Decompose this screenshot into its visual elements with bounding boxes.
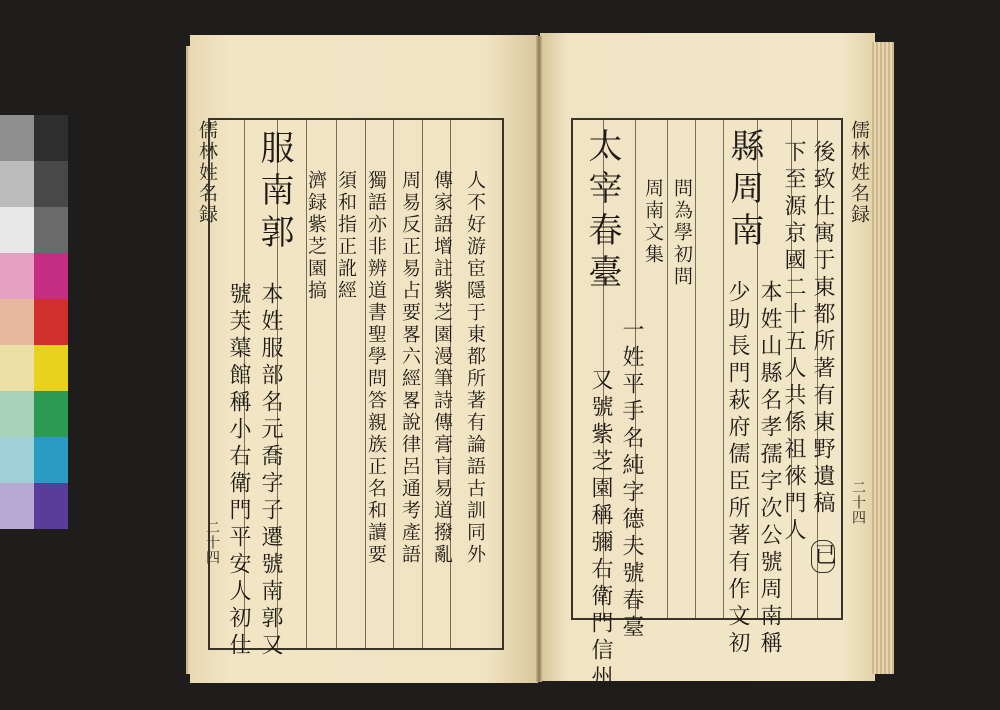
color-swatch <box>0 161 34 207</box>
text-column: 後致仕寓于東都所著有東野遺稿 <box>810 140 835 518</box>
text-column: 人不好游宦隱于東都所著有論語古訓同外 <box>464 170 486 566</box>
color-swatch <box>34 345 68 391</box>
color-swatch <box>0 391 34 437</box>
left-running-header: 儒林姓名録 <box>196 120 218 225</box>
color-swatch <box>34 161 68 207</box>
entry-heading: 縣周南 <box>724 128 764 254</box>
color-swatch <box>34 299 68 345</box>
color-swatch <box>0 437 34 483</box>
right-folio: 二十四 <box>850 480 866 525</box>
text-column: 須和指正訛經 <box>335 170 357 302</box>
entry-heading: 太宰春臺 <box>582 128 622 296</box>
right-running-header: 儒林姓名録 <box>848 120 870 225</box>
color-swatch <box>34 483 68 529</box>
text-column: 一姓平手名純字德夫號春臺 <box>619 318 644 642</box>
text-column: 本姓山縣名孝孺字次公號周南稱 <box>757 280 782 658</box>
text-column: 問為學初問 <box>671 178 693 288</box>
color-swatch <box>34 207 68 253</box>
text-column: 獨語亦非辨道書聖學問答親族正名和讀要 <box>365 170 387 566</box>
text-column: 又號紫芝園稱彌右衛門信州 <box>588 368 613 692</box>
text-column: 濟録紫芝園搞 <box>305 170 327 302</box>
text-column: 周南文集 <box>642 178 664 266</box>
text-column: 少助長門萩府儒臣所著有作文初 <box>725 280 750 658</box>
text-column: 號芙蕖館稱小右衛門平安人初仕 <box>226 282 251 660</box>
color-swatch <box>0 115 34 161</box>
entry-heading: 服南郭 <box>254 130 294 256</box>
color-swatch <box>0 207 34 253</box>
page-edge-right <box>872 42 894 674</box>
text-column: 傳家語增註紫芝園漫筆詩傳膏肓易道撥亂 <box>431 170 453 566</box>
color-swatch <box>34 437 68 483</box>
color-swatch <box>0 345 34 391</box>
color-swatch <box>34 391 68 437</box>
circle-mark: 已 <box>811 540 835 573</box>
color-swatch <box>34 253 68 299</box>
book-gutter <box>536 36 542 682</box>
color-swatch <box>0 483 34 529</box>
color-swatch <box>34 115 68 161</box>
color-swatch <box>0 299 34 345</box>
text-column: 下至源京國二十五人共係祖徠門人 <box>781 140 806 545</box>
text-column: 本姓服部名元喬字子遷號南郭又 <box>258 282 283 660</box>
left-folio: 二十四 <box>204 520 220 565</box>
color-swatch <box>0 253 34 299</box>
text-column: 周易反正易占要畧六經畧說律呂通考產語 <box>399 170 421 566</box>
